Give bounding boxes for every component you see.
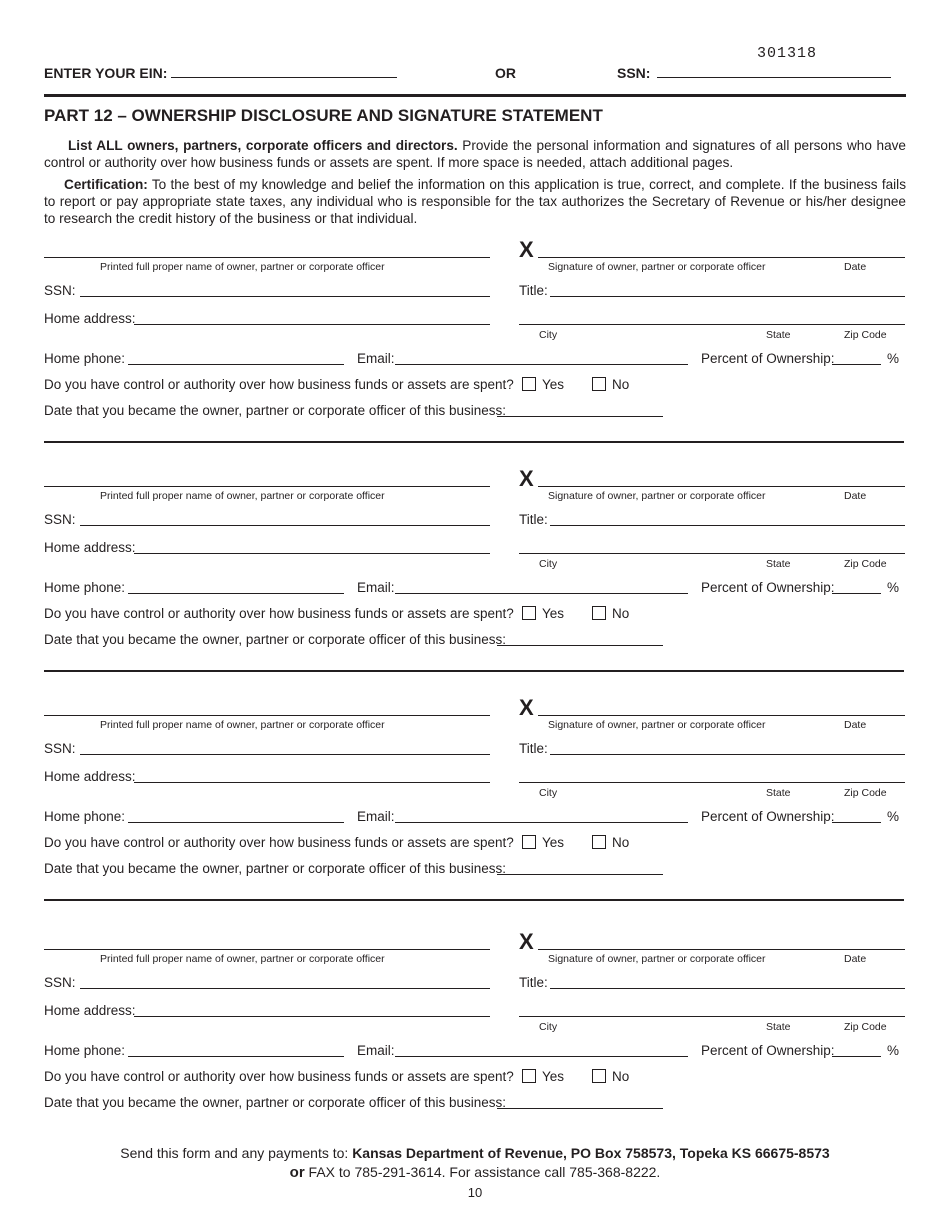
city-caption: City	[539, 1021, 558, 1033]
name-field[interactable]	[44, 949, 490, 950]
ownership-field[interactable]	[832, 364, 881, 365]
city-state-zip-field[interactable]	[519, 553, 905, 554]
home-address-field[interactable]	[134, 1016, 490, 1017]
no-checkbox[interactable]	[592, 377, 606, 391]
form-code: 301318	[757, 45, 818, 62]
name-caption: Printed full proper name of owner, partner or corporate officer	[100, 719, 385, 731]
ownership-label: Percent of Ownership:	[701, 351, 835, 366]
percent-sign: %	[887, 809, 900, 824]
home-address-label: Home address:	[44, 1003, 136, 1018]
yes-label: Yes	[542, 1069, 565, 1084]
date-owner-field[interactable]	[497, 416, 663, 417]
email-field[interactable]	[395, 1056, 688, 1057]
send-instructions	[0, 1145, 950, 1161]
yes-checkbox[interactable]	[522, 1069, 536, 1083]
state-caption: State	[766, 558, 791, 570]
ownership-label: Percent of Ownership:	[701, 1043, 835, 1058]
ssn-field[interactable]	[80, 525, 490, 526]
yes-option[interactable]	[522, 377, 564, 392]
state-caption: State	[766, 1021, 791, 1033]
or-label: OR	[495, 65, 516, 81]
home-address-field[interactable]	[134, 553, 490, 554]
date-owner-field[interactable]	[497, 1108, 663, 1109]
no-checkbox[interactable]	[592, 606, 606, 620]
certification-text: To the best of my knowledge and belief the information on this application is true, correct, and complete. If the business fails to report or pay appropriate state taxes, any individual who is responsible for the tax authorizes the Secretary of Revenue or his/her designee to research the credit history of the business or that individual.	[44, 177, 906, 226]
date-owner-field[interactable]	[497, 874, 663, 875]
yes-checkbox[interactable]	[522, 606, 536, 620]
signature-x-mark: X	[519, 929, 534, 954]
home-phone-label: Home phone:	[44, 351, 126, 366]
no-option[interactable]	[592, 835, 629, 850]
yes-option[interactable]	[522, 835, 564, 850]
ein-field[interactable]	[171, 77, 397, 78]
city-caption: City	[539, 787, 558, 799]
home-address-field[interactable]	[134, 782, 490, 783]
ownership-label: Percent of Ownership:	[701, 580, 835, 595]
page-number: 10	[467, 1185, 483, 1200]
fax-text: FAX to 785-291-3614. For assistance call 785-368-8222.	[304, 1164, 661, 1180]
section-divider	[44, 441, 904, 443]
home-phone-field[interactable]	[128, 822, 344, 823]
title-field[interactable]	[550, 754, 905, 755]
home-address-field[interactable]	[134, 324, 490, 325]
ssn-field[interactable]	[80, 988, 490, 989]
owner-section	[0, 929, 950, 1162]
home-phone-field[interactable]	[128, 364, 344, 365]
percent-sign: %	[887, 351, 900, 366]
yes-label: Yes	[542, 835, 565, 850]
signature-caption: Signature of owner, partner or corporate officer	[548, 490, 766, 502]
name-field[interactable]	[44, 257, 490, 258]
home-phone-field[interactable]	[128, 593, 344, 594]
date-caption: Date	[844, 719, 867, 731]
signature-caption: Signature of owner, partner or corporate officer	[548, 261, 766, 273]
title-field[interactable]	[550, 525, 905, 526]
zip-caption: Zip Code	[844, 558, 887, 570]
email-field[interactable]	[395, 593, 688, 594]
yes-checkbox[interactable]	[522, 377, 536, 391]
home-address-label: Home address:	[44, 769, 136, 784]
email-field[interactable]	[395, 822, 688, 823]
list-instructions	[44, 137, 906, 171]
home-address-label: Home address:	[44, 540, 136, 555]
fax-instructions	[0, 1164, 950, 1181]
no-label: No	[612, 377, 630, 392]
owner-section	[0, 466, 950, 699]
home-phone-field[interactable]	[128, 1056, 344, 1057]
section-divider	[44, 670, 904, 672]
ownership-field[interactable]	[832, 593, 881, 594]
ssn-label: SSN:	[44, 512, 76, 527]
title-label: Title:	[519, 975, 548, 990]
percent-sign: %	[887, 1043, 900, 1058]
signature-x-mark: X	[519, 695, 534, 720]
email-label: Email:	[357, 1043, 395, 1058]
percent-sign: %	[887, 580, 900, 595]
home-phone-label: Home phone:	[44, 1043, 126, 1058]
title-field[interactable]	[550, 296, 905, 297]
signature-field[interactable]	[538, 486, 905, 487]
home-phone-label: Home phone:	[44, 580, 126, 595]
ssn-field[interactable]	[657, 77, 891, 78]
name-caption: Printed full proper name of owner, partner or corporate officer	[100, 490, 385, 502]
ownership-field[interactable]	[832, 822, 881, 823]
ssn-label: SSN:	[617, 65, 651, 81]
list-instructions-bold: List ALL owners, partners, corporate officers and directors.	[68, 138, 458, 153]
no-label: No	[612, 1069, 630, 1084]
control-question: Do you have control or authority over how business funds or assets are spent?	[44, 835, 514, 850]
send-address: Kansas Department of Revenue, PO Box 758573, Topeka KS 66675-8573	[352, 1145, 830, 1161]
zip-caption: Zip Code	[844, 1021, 887, 1033]
name-field[interactable]	[44, 715, 490, 716]
signature-x-mark: X	[519, 237, 534, 262]
control-question: Do you have control or authority over how business funds or assets are spent?	[44, 606, 514, 621]
send-prefix: Send this form and any payments to:	[120, 1145, 353, 1161]
yes-option[interactable]	[522, 606, 564, 621]
certification	[44, 176, 906, 227]
state-caption: State	[766, 787, 791, 799]
no-option[interactable]	[592, 606, 629, 621]
signature-field[interactable]	[538, 949, 905, 950]
ssn-field[interactable]	[80, 296, 490, 297]
signature-caption: Signature of owner, partner or corporate officer	[548, 953, 766, 965]
owner-section	[0, 695, 950, 928]
title-label: Title:	[519, 283, 548, 298]
no-label: No	[612, 606, 630, 621]
signature-field[interactable]	[538, 715, 905, 716]
no-option[interactable]	[592, 1069, 629, 1084]
ssn-label: SSN:	[44, 975, 76, 990]
or-word: or	[289, 1164, 305, 1181]
state-caption: State	[766, 329, 791, 341]
control-question: Do you have control or authority over how business funds or assets are spent?	[44, 377, 514, 392]
date-caption: Date	[844, 953, 867, 965]
city-state-zip-field[interactable]	[519, 782, 905, 783]
home-phone-label: Home phone:	[44, 809, 126, 824]
owner-section	[0, 237, 950, 470]
name-caption: Printed full proper name of owner, partner or corporate officer	[100, 261, 385, 273]
date-owner-field[interactable]	[497, 645, 663, 646]
yes-option[interactable]	[522, 1069, 564, 1084]
list-instructions-text: Provide the personal information and signatures of all persons who have control or authority over how business funds or assets are spent. If more space is needed, attach additional pages.	[44, 138, 906, 170]
ssn-field[interactable]	[80, 754, 490, 755]
name-field[interactable]	[44, 486, 490, 487]
no-checkbox[interactable]	[592, 1069, 606, 1083]
email-label: Email:	[357, 580, 395, 595]
signature-caption: Signature of owner, partner or corporate officer	[548, 719, 766, 731]
city-state-zip-field[interactable]	[519, 324, 905, 325]
certification-bold: Certification:	[64, 177, 148, 192]
no-label: No	[612, 835, 630, 850]
yes-checkbox[interactable]	[522, 835, 536, 849]
city-caption: City	[539, 558, 558, 570]
home-address-label: Home address:	[44, 311, 136, 326]
name-caption: Printed full proper name of owner, partner or corporate officer	[100, 953, 385, 965]
title-field[interactable]	[550, 988, 905, 989]
ssn-label: SSN:	[44, 741, 76, 756]
signature-x-mark: X	[519, 466, 534, 491]
city-state-zip-field[interactable]	[519, 1016, 905, 1017]
header-rule	[44, 94, 906, 97]
date-caption: Date	[844, 261, 867, 273]
title-label: Title:	[519, 741, 548, 756]
date-owner-label: Date that you became the owner, partner or corporate officer of this business:	[44, 403, 507, 418]
title-label: Title:	[519, 512, 548, 527]
date-owner-label: Date that you became the owner, partner or corporate officer of this business:	[44, 632, 507, 647]
city-caption: City	[539, 329, 558, 341]
yes-label: Yes	[542, 377, 565, 392]
ownership-label: Percent of Ownership:	[701, 809, 835, 824]
email-label: Email:	[357, 809, 395, 824]
ownership-field[interactable]	[832, 1056, 881, 1057]
zip-caption: Zip Code	[844, 787, 887, 799]
section-divider	[44, 899, 904, 901]
yes-label: Yes	[542, 606, 565, 621]
date-owner-label: Date that you became the owner, partner or corporate officer of this business:	[44, 1095, 507, 1110]
no-checkbox[interactable]	[592, 835, 606, 849]
date-caption: Date	[844, 490, 867, 502]
email-label: Email:	[357, 351, 395, 366]
signature-field[interactable]	[538, 257, 905, 258]
part-title: PART 12 – OWNERSHIP DISCLOSURE AND SIGNATURE STATEMENT	[44, 106, 603, 125]
ssn-label: SSN:	[44, 283, 76, 298]
email-field[interactable]	[395, 364, 688, 365]
no-option[interactable]	[592, 377, 629, 392]
control-question: Do you have control or authority over how business funds or assets are spent?	[44, 1069, 514, 1084]
date-owner-label: Date that you became the owner, partner or corporate officer of this business:	[44, 861, 507, 876]
zip-caption: Zip Code	[844, 329, 887, 341]
ein-label: ENTER YOUR EIN:	[44, 65, 168, 81]
